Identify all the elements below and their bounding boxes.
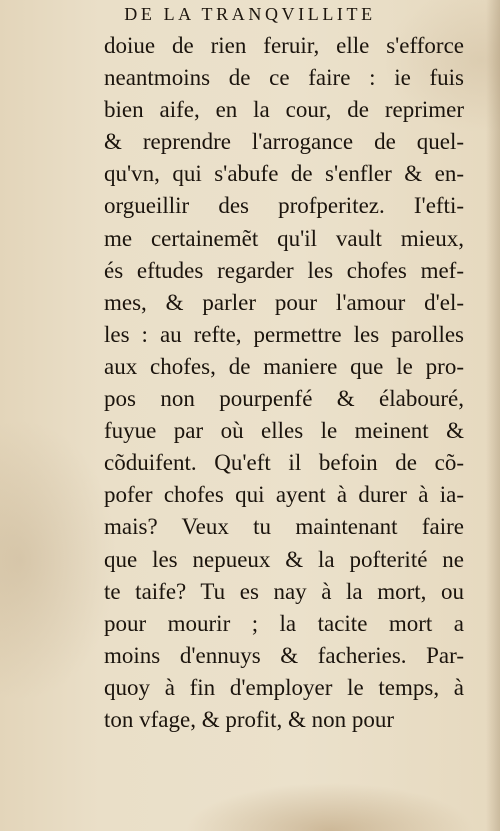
text-line: neantmoins de ce faire : ie fuis: [104, 65, 464, 91]
text-line: orgueillir des profperitez. I'efti-: [104, 193, 464, 219]
text-line: les : au refte, permettre les parolles: [104, 321, 464, 347]
text-line: qu'vn, qui s'abufe de s'enfler & en-: [104, 161, 464, 187]
page-edge-shadow: [486, 0, 500, 831]
text-line: me certainemẽt qu'il vault mieux,: [104, 225, 464, 251]
text-line: aux chofes, de maniere que le pro-: [104, 353, 464, 379]
text-line: bien aife, en la cour, de reprimer: [104, 97, 464, 123]
text-line: pos non pourpenfé & élabouré,: [104, 386, 464, 412]
text-line: & reprendre l'arrogance de quel-: [104, 129, 464, 155]
text-line: pofer chofes qui ayent à durer à ia-: [104, 482, 464, 508]
text-line: és eftudes regarder les chofes mef-: [104, 257, 464, 283]
text-line: te taife? Tu es nay à la mort, ou: [104, 578, 464, 604]
text-line: mais? Veux tu maintenant faire: [104, 514, 464, 540]
text-line: doiue de rien feruir, elle s'efforce: [104, 33, 464, 58]
text-line: mes, & parler pour l'amour d'el-: [104, 289, 464, 315]
running-head: DE LA TRANQVILLITE: [124, 4, 376, 24]
text-line: cõduifent. Qu'eft il befoin de cõ-: [104, 450, 464, 476]
text-line: quoy à fin d'employer le temps, à: [104, 674, 464, 700]
text-line: fuyue par où elles le meinent &: [104, 418, 464, 444]
text-line: moins d'ennuys & facheries. Par-: [104, 642, 464, 668]
text-line: ton vfage, & profit, & non pour: [104, 706, 395, 732]
text-line: pour mourir ; la tacite mort a: [104, 610, 464, 636]
text-line: que les nepueux & la pofterité ne: [104, 546, 464, 572]
body-text: [104, 30, 464, 736]
